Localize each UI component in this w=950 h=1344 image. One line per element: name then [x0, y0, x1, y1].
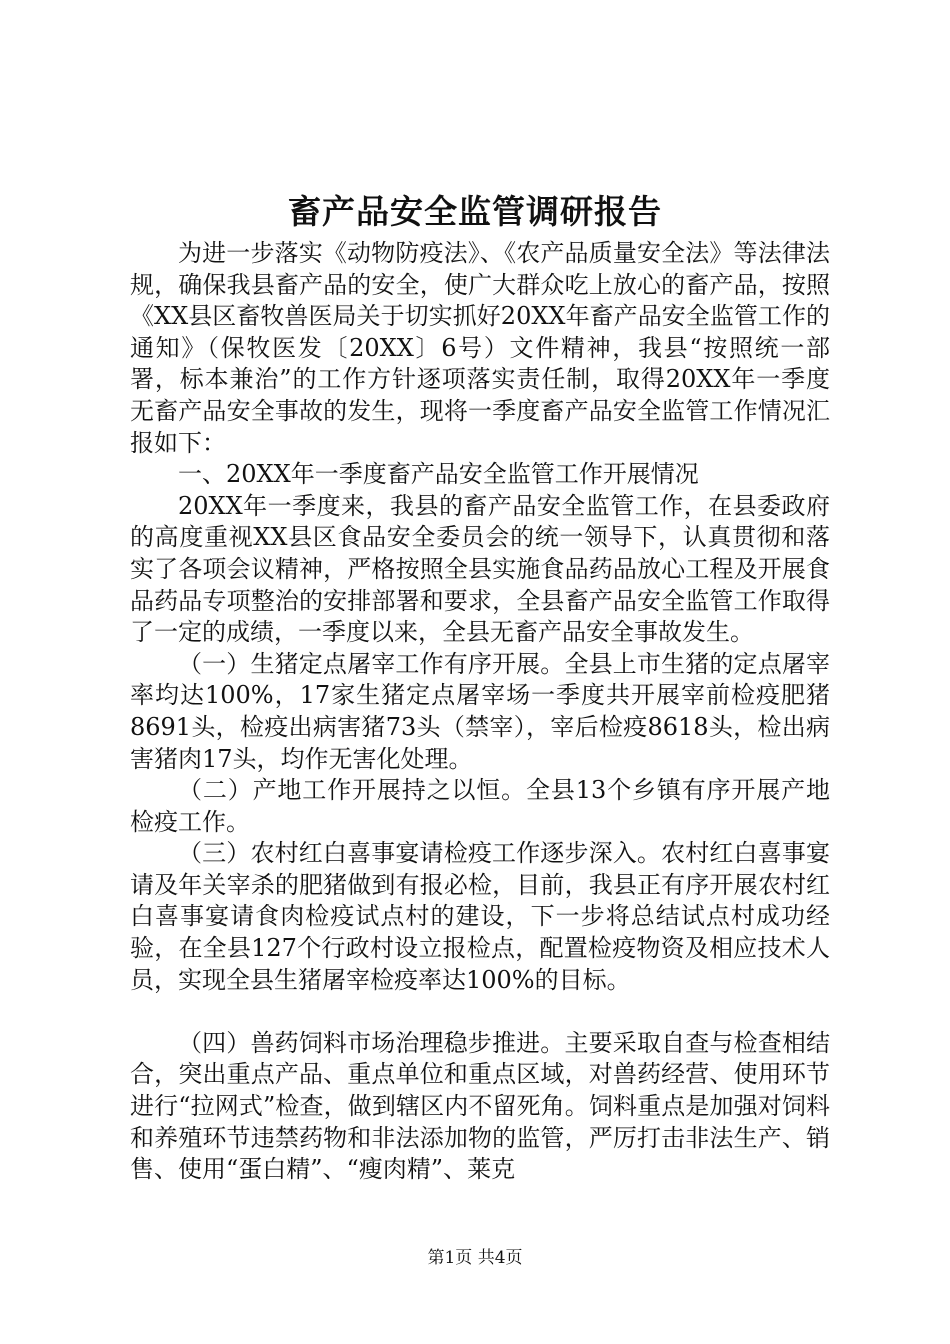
document-title: 畜产品安全监管调研报告 — [288, 192, 662, 231]
paragraph-intro: 为进一步落实《动物防疫法》、《农产品质量安全法》等法律法规，确保我县畜产品的安全，使广大群众吃上放心的畜产品，按照《XX县区畜牧兽医局关于切实抓好20XX年畜产品安全监管工作的通知》（保牧医发〔20XX〕6号）文件精神，我县“按照统一部署，标本兼治”的工作方针逐项落实责任制，取得20XX年一季度无畜产品安全事故的发生，现将一季度畜产品安全监管工作情况汇报如下： — [130, 239, 830, 457]
document-body — [130, 238, 830, 1186]
paragraph-item-4: （四）兽药饲料市场治理稳步推进。主要采取自查与检查相结合，突出重点产品、重点单位和重点区域，对兽药经营、使用环节进行“拉网式”检查，做到辖区内不留死角。饲料重点是加强对饲料和养殖环节违禁药物和非法添加物的监管，严厉打击非法生产、销售、使用“蛋白精”、“瘦肉精”、莱克 — [130, 1028, 830, 1184]
section-heading: 一、20XX年一季度畜产品安全监管工作开展情况 — [178, 460, 699, 489]
paragraph-item-2: （二）产地工作开展持之以恒。全县13个乡镇有序开展产地检疫工作。 — [130, 776, 830, 836]
page-footer: 第1页 共4页 — [427, 1248, 523, 1268]
paragraph-item-1: （一）生猪定点屠宰工作有序开展。全县上市生猪的定点屠宰率均达100%，17家生猪定点屠宰场一季度共开展宰前检疫肥猪8691头，检疫出病害猪73头（禁宰），宰后检疫8618头，检出病害猪肉17头，均作无害化处理。 — [130, 649, 830, 773]
paragraph-item-3: （三）农村红白喜事宴请检疫工作逐步深入。农村红白喜事宴请及年关宰杀的肥猪做到有报必检，目前，我县正有序开展农村红白喜事宴请食肉检疫试点村的建设，下一步将总结试点村成功经验，在全县127个行政村设立报检点，配置检疫物资及相应技术人员，实现全县生猪屠宰检疫率达100%的目标。 — [130, 839, 830, 994]
paragraph-overview: 20XX年一季度来，我县的畜产品安全监管工作，在县委政府的高度重视XX县区食品安全委员会的统一领导下，认真贯彻和落实了各项会议精神，严格按照全县实施食品药品放心工程及开展食品药品专项整治的安排部署和要求，全县畜产品安全监管工作取得了一定的成绩，一季度以来，全县无畜产品安全事故发生。 — [130, 491, 830, 647]
